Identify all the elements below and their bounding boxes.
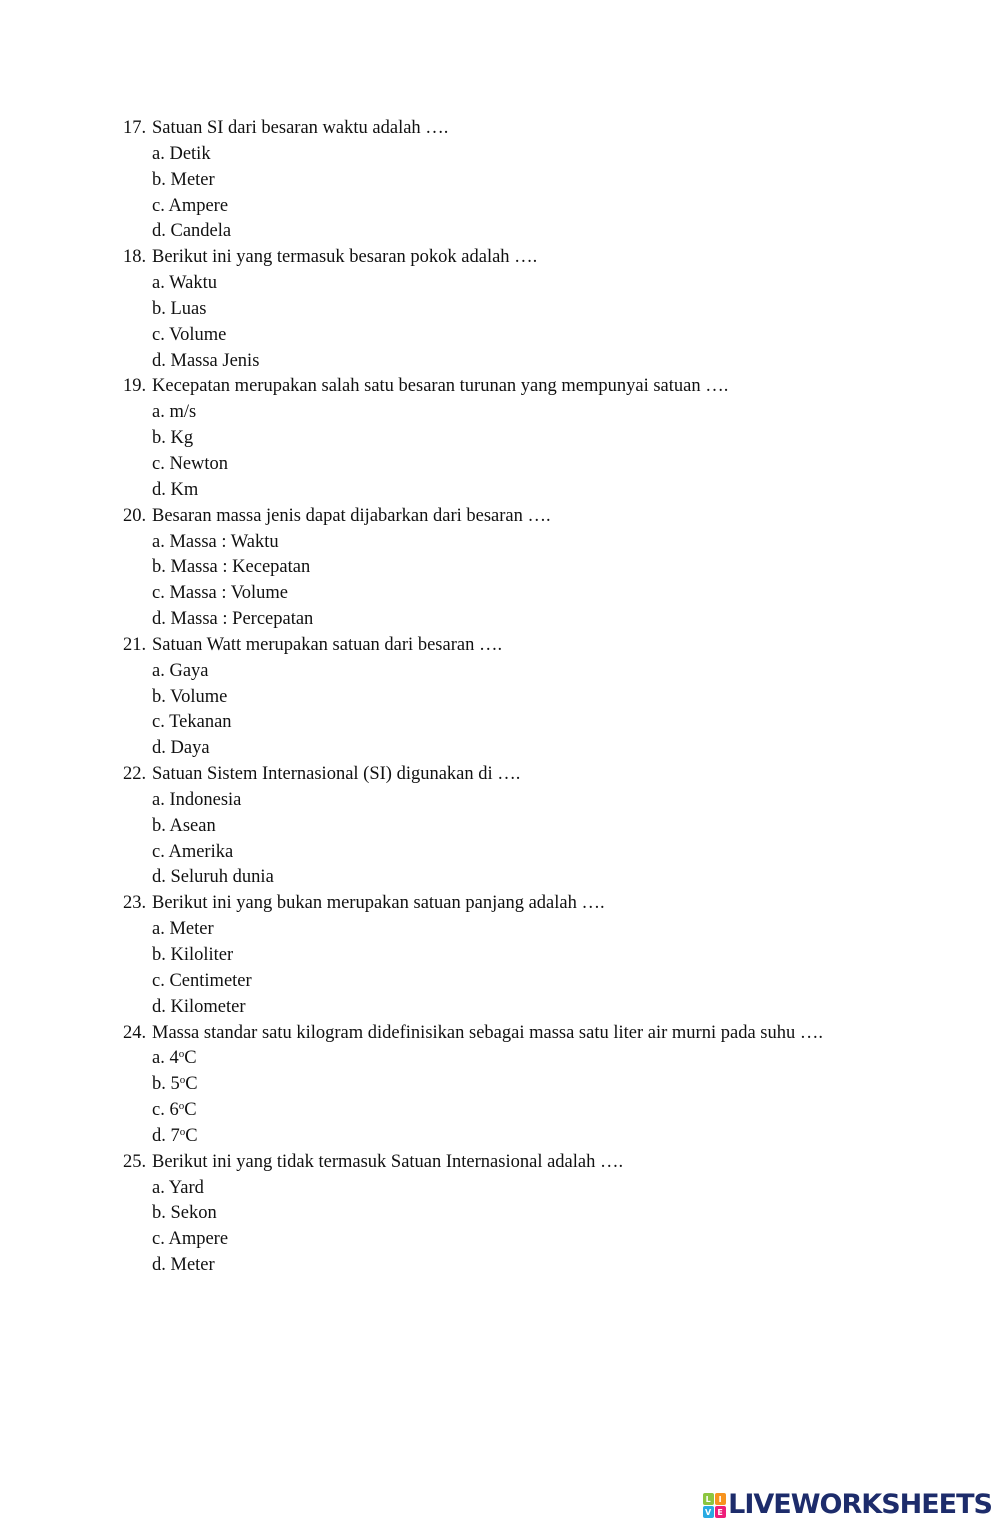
option-text: 6 <box>169 1100 179 1121</box>
answer-option <box>0 814 1000 840</box>
question-text: Berikut ini yang termasuk besaran pokok adalah …. <box>152 247 538 268</box>
option-letter: b. <box>152 298 166 319</box>
option-text: Massa : Waktu <box>169 531 279 552</box>
option-letter: c. <box>152 841 165 862</box>
question-number: 18. <box>123 247 147 268</box>
option-letter: d. <box>152 609 166 630</box>
option-letter: d. <box>152 1255 166 1276</box>
option-letter: d. <box>152 738 166 759</box>
option-text: Massa : Kecepatan <box>170 557 311 578</box>
answer-option <box>0 555 1000 581</box>
option-letter: b. <box>152 169 166 190</box>
question-block <box>0 762 1000 891</box>
answer-option <box>0 323 1000 349</box>
question-text: Satuan Watt merupakan satuan dari besaran …. <box>152 634 503 655</box>
option-text: Asean <box>169 815 216 836</box>
option-letter: c. <box>152 970 165 991</box>
degree-superscript: o <box>178 1048 185 1061</box>
option-letter: a. <box>152 789 165 810</box>
question-number: 19. <box>123 376 147 397</box>
option-letter: d. <box>152 350 166 371</box>
degree-superscript: o <box>179 1125 186 1138</box>
option-text: m/s <box>169 402 197 423</box>
question-number: 22. <box>123 764 147 785</box>
answer-option <box>0 530 1000 556</box>
answer-option <box>0 788 1000 814</box>
option-text: Seluruh dunia <box>170 867 274 888</box>
liveworksheets-logo-text: LIVEWORKSHEETS <box>728 1489 992 1520</box>
answer-option <box>0 865 1000 891</box>
option-letter: b. <box>152 686 166 707</box>
question-number: 20. <box>123 505 147 526</box>
logo-icon-letter: I <box>715 1493 726 1505</box>
option-letter: b. <box>152 1203 166 1224</box>
logo-icon-letter: E <box>715 1506 726 1518</box>
option-text: Km <box>170 479 199 500</box>
option-letter: a. <box>152 919 165 940</box>
question-block <box>0 891 1000 1020</box>
option-text: Ampere <box>168 195 229 216</box>
option-text: Indonesia <box>169 789 242 810</box>
option-letter: b. <box>152 815 166 836</box>
answer-option <box>0 685 1000 711</box>
question-line <box>0 1021 1000 1047</box>
question-line <box>0 1150 1000 1176</box>
option-letter: d. <box>152 1125 166 1146</box>
question-line <box>0 116 1000 142</box>
option-letter: b. <box>152 428 166 449</box>
option-letter: d. <box>152 996 166 1017</box>
option-text: Meter <box>169 919 214 940</box>
answer-option <box>0 736 1000 762</box>
answer-option <box>0 297 1000 323</box>
option-text: Kilometer <box>170 996 246 1017</box>
answer-option <box>0 1046 1000 1072</box>
option-letter: b. <box>152 557 166 578</box>
option-text: 5 <box>170 1074 180 1095</box>
option-letter: a. <box>152 143 165 164</box>
option-letter: a. <box>152 531 165 552</box>
option-text: Luas <box>170 298 207 319</box>
option-text: Waktu <box>169 273 217 294</box>
option-letter: a. <box>152 402 165 423</box>
worksheet-questions <box>0 116 1000 1279</box>
question-block <box>0 1021 1000 1150</box>
answer-option <box>0 710 1000 736</box>
unit-suffix: C <box>185 1125 198 1146</box>
option-letter: d. <box>152 479 166 500</box>
option-text: Gaya <box>169 660 209 681</box>
question-text: Berikut ini yang bukan merupakan satuan panjang adalah …. <box>152 893 605 914</box>
question-number: 17. <box>123 118 147 138</box>
option-letter: a. <box>152 660 165 681</box>
option-letter: c. <box>152 324 165 345</box>
answer-option <box>0 168 1000 194</box>
option-text: Tekanan <box>169 712 232 733</box>
option-letter: a. <box>152 273 165 294</box>
degree-superscript: o <box>179 1074 186 1087</box>
option-text: Meter <box>170 1255 215 1276</box>
option-letter: d. <box>152 867 166 888</box>
answer-option <box>0 452 1000 478</box>
option-letter: c. <box>152 195 165 216</box>
question-block <box>0 633 1000 762</box>
answer-option <box>0 271 1000 297</box>
answer-option <box>0 426 1000 452</box>
option-letter: a. <box>152 1177 165 1198</box>
option-text: Massa Jenis <box>170 350 260 371</box>
option-letter: c. <box>152 583 165 604</box>
question-text: Massa standar satu kilogram didefinisikan sebagai massa satu liter air murni pada suhu …. <box>152 1022 823 1043</box>
option-text: Volume <box>170 686 228 707</box>
answer-option <box>0 659 1000 685</box>
liveworksheets-logo <box>702 1488 992 1522</box>
option-text: Detik <box>169 143 211 164</box>
answer-option <box>0 581 1000 607</box>
question-number: 23. <box>123 893 147 914</box>
question-text: Satuan SI dari besaran waktu adalah …. <box>152 118 449 138</box>
question-line <box>0 891 1000 917</box>
option-text: Candela <box>170 221 232 242</box>
answer-option <box>0 1227 1000 1253</box>
option-text: Centimeter <box>169 970 252 991</box>
answer-option <box>0 1201 1000 1227</box>
answer-option <box>0 943 1000 969</box>
question-text: Berikut ini yang tidak termasuk Satuan Internasional adalah …. <box>152 1151 624 1172</box>
answer-option <box>0 917 1000 943</box>
option-text: Amerika <box>168 841 234 862</box>
question-line <box>0 762 1000 788</box>
question-number: 25. <box>123 1151 147 1172</box>
option-text: Volume <box>169 324 227 345</box>
answer-option <box>0 607 1000 633</box>
question-number: 24. <box>123 1022 147 1043</box>
option-text: Sekon <box>170 1203 217 1224</box>
answer-option <box>0 840 1000 866</box>
option-letter: d. <box>152 221 166 242</box>
logo-icon-letter: V <box>703 1506 714 1518</box>
answer-option <box>0 995 1000 1021</box>
answer-option <box>0 142 1000 168</box>
option-letter: c. <box>152 1100 165 1121</box>
unit-suffix: C <box>185 1074 198 1095</box>
liveworksheets-logo-icon <box>702 1492 726 1518</box>
question-line <box>0 504 1000 530</box>
question-block <box>0 245 1000 374</box>
answer-option <box>0 1124 1000 1150</box>
option-letter: c. <box>152 1229 165 1250</box>
answer-option <box>0 400 1000 426</box>
option-text: Daya <box>170 738 210 759</box>
option-text: Massa : Volume <box>169 583 289 604</box>
question-block <box>0 504 1000 633</box>
answer-option <box>0 478 1000 504</box>
question-text: Kecepatan merupakan salah satu besaran turunan yang mempunyai satuan …. <box>152 376 729 397</box>
option-text: Kiloliter <box>170 945 234 965</box>
option-text: Yard <box>168 1177 204 1198</box>
option-text: Kg <box>170 428 194 449</box>
option-letter: c. <box>152 712 165 733</box>
option-text: Newton <box>169 453 229 474</box>
question-text: Besaran massa jenis dapat dijabarkan dari besaran …. <box>152 505 551 526</box>
question-line <box>0 374 1000 400</box>
option-text: 4 <box>169 1048 179 1069</box>
option-letter: b. <box>152 1074 166 1095</box>
question-line <box>0 245 1000 271</box>
answer-option <box>0 969 1000 995</box>
option-letter: a. <box>152 1048 165 1069</box>
answer-option <box>0 1176 1000 1202</box>
unit-suffix: C <box>184 1048 197 1069</box>
answer-option <box>0 194 1000 220</box>
option-text: Massa : Percepatan <box>170 609 314 630</box>
option-text: Ampere <box>168 1229 229 1250</box>
answer-option <box>0 1098 1000 1124</box>
answer-option <box>0 1072 1000 1098</box>
question-block <box>0 116 1000 245</box>
question-block <box>0 374 1000 503</box>
answer-option <box>0 219 1000 245</box>
degree-superscript: o <box>178 1100 185 1113</box>
unit-suffix: C <box>184 1100 197 1121</box>
question-number: 21. <box>123 634 147 655</box>
answer-option <box>0 1253 1000 1279</box>
answer-option <box>0 349 1000 375</box>
option-letter: c. <box>152 453 165 474</box>
option-letter: b. <box>152 945 166 965</box>
question-block <box>0 1150 1000 1279</box>
question-line <box>0 633 1000 659</box>
option-text: Meter <box>170 169 215 190</box>
option-text: 7 <box>170 1125 180 1146</box>
logo-icon-letter: L <box>703 1493 714 1505</box>
question-text: Satuan Sistem Internasional (SI) digunakan di …. <box>152 764 521 785</box>
